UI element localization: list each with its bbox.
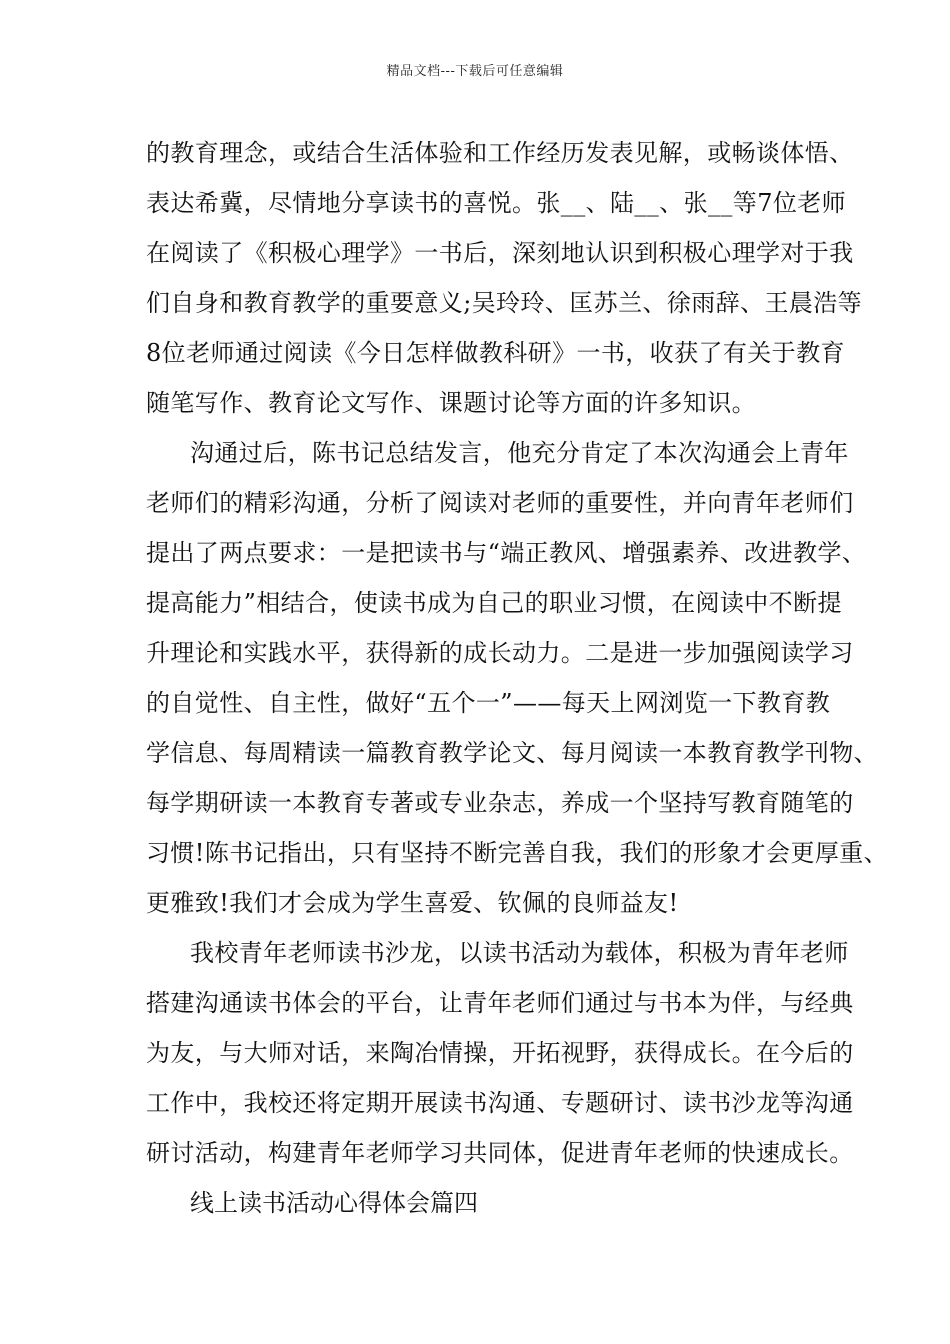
text-line: 的教育理念，或结合生活体验和工作经历发表见解，或畅谈体悟、: [146, 139, 854, 167]
text-line: 在阅读了《积极心理学》一书后，深刻地认识到积极心理学对于我: [146, 239, 854, 267]
text-line: 表达希冀，尽情地分享读书的喜悦。张__、陆__、张__等7位老师: [146, 189, 847, 217]
paragraph-3: [146, 928, 854, 1178]
text-line: 提出了两点要求：一是把读书与“端正教风、增强素养、改进教学、: [146, 539, 867, 567]
text-line: 我校青年老师读书沙龙，以读书活动为载体，积极为青年老师: [190, 939, 849, 967]
paragraph-1: [146, 128, 863, 428]
text-line: 习惯!陈书记指出，只有坚持不断完善自我，我们的形象才会更厚重、: [146, 839, 889, 867]
text-line: 随笔写作、教育论文写作、课题讨论等方面的许多知识。: [146, 389, 756, 417]
text-line: 们自身和教育教学的重要意义;吴玲玲、匡苏兰、徐雨辞、王晨浩等: [146, 289, 863, 317]
text-line: 搭建沟通读书体会的平台，让青年老师们通过与书本为伴，与经典: [146, 989, 854, 1017]
document-body: [146, 128, 889, 1228]
text-line: 研讨活动，构建青年老师学习共同体，促进青年老师的快速成长。: [146, 1139, 854, 1167]
text-line: 升理论和实践水平，获得新的成长动力。二是进一步加强阅读学习: [146, 639, 854, 667]
text-line: 每学期研读一本教育专著或专业杂志，养成一个坚持写教育随笔的: [146, 789, 854, 817]
text-line: 沟通过后，陈书记总结发言，他充分肯定了本次沟通会上青年: [190, 439, 849, 467]
text-line: 工作中，我校还将定期开展读书沟通、专题研讨、读书沙龙等沟通: [146, 1089, 854, 1117]
text-line: 学信息、每周精读一篇教育教学论文、每月阅读一本教育教学刊物、: [146, 739, 878, 767]
page-header: 精品文档---下载后可任意编辑: [386, 64, 564, 79]
text-line: 更雅致!我们才会成为学生喜爱、钦佩的良师益友!: [146, 889, 679, 917]
text-line: 老师们的精彩沟通，分析了阅读对老师的重要性，并向青年老师们: [146, 489, 854, 517]
text-line: 为友，与大师对话，来陶冶情操，开拓视野，获得成长。在今后的: [146, 1039, 854, 1067]
text-line: 8位老师通过阅读《今日怎样做教科研》一书，收获了有关于教育: [146, 339, 845, 367]
text-line: 的自觉性、自主性，做好“五个一”——每天上网浏览一下教育教: [146, 689, 831, 717]
section-heading: 线上读书活动心得体会篇四: [190, 1189, 478, 1217]
text-line: 提高能力”相结合，使读书成为自己的职业习惯，在阅读中不断提: [146, 589, 842, 617]
paragraph-2: [146, 428, 889, 928]
